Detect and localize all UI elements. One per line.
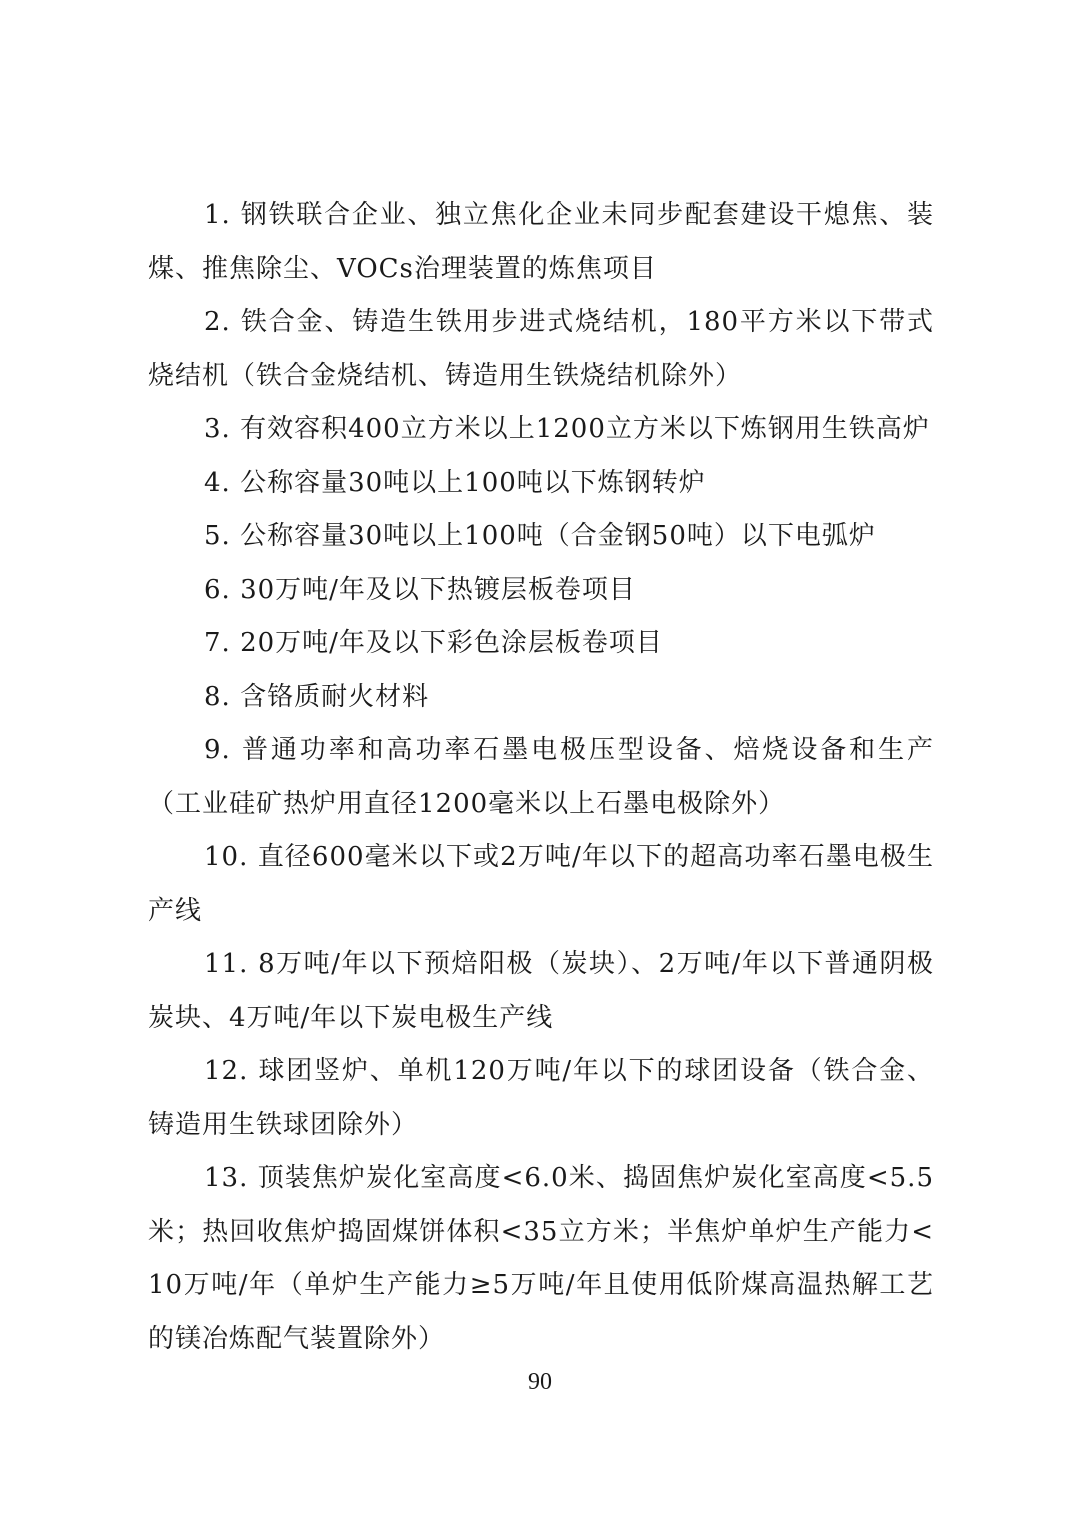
list-item-10: 10. 直径600毫米以下或2万吨/年以下的超高功率石墨电极生产线 [148,842,934,926]
list-item-12: 12. 球团竖炉、单机120万吨/年以下的球团设备（铁合金、铸造用生铁球团除外） [148,1056,934,1140]
list-item-11: 11. 8万吨/年以下预焙阳极（炭块）、2万吨/年以下普通阴极炭块、4万吨/年以下炭电极生产线 [148,949,934,1033]
page-number: 90 [528,1369,552,1395]
list-item-8: 8. 含铬质耐火材料 [204,681,430,712]
list-item-3: 3. 有效容积400立方米以上1200立方米以下炼钢用生铁高炉 [204,414,930,444]
list-item-7: 7. 20万吨/年及以下彩色涂层板卷项目 [204,628,663,658]
list-item-6: 6. 30万吨/年及以下热镀层板卷项目 [204,574,636,605]
list-item-13: 13. 顶装焦炉炭化室高度<6.0米、捣固焦炉炭化室高度<5.5米；热回收焦炉捣固煤饼体积<35立方米；半焦炉单炉生产能力<10万吨/年（单炉生产能力≥5万吨/年且使用低阶煤高温热解工艺的镁冶炼配气装置除外） [148,1163,934,1354]
list-item-2: 2. 铁合金、铸造生铁用步进式烧结机，180平方米以下带式烧结机（铁合金烧结机、铸造用生铁烧结机除外） [148,307,934,391]
list-item-4: 4. 公称容量30吨以上100吨以下炼钢转炉 [204,467,706,498]
list-item-9: 9. 普通功率和高功率石墨电极压型设备、焙烧设备和生产（工业硅矿热炉用直径1200毫米以上石墨电极除外） [148,735,934,819]
list-item-1: 1. 钢铁联合企业、独立焦化企业未同步配套建设干熄焦、装煤、推焦除尘、VOCs治理装置的炼焦项目 [148,200,934,284]
list-item-5: 5. 公称容量30吨以上100吨（合金钢50吨）以下电弧炉 [204,521,876,551]
document-body [148,189,934,1366]
